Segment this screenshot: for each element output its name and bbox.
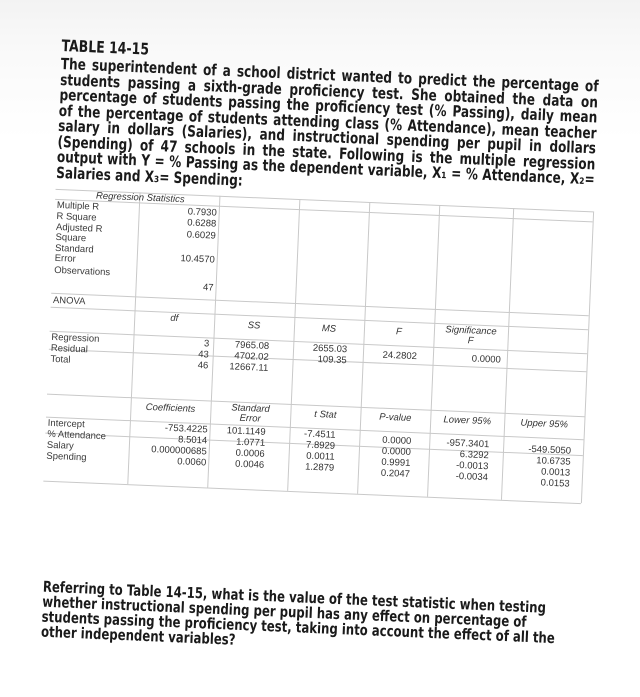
- intro-block: [56, 36, 602, 203]
- anova-header-significance-line1: Significance: [445, 324, 497, 338]
- se-value-attendance: 1.0771: [235, 436, 266, 449]
- se-value-intercept: 101.1149: [226, 425, 266, 438]
- stat-value-adjusted-r-square: 0.6029: [186, 229, 216, 242]
- table-title: TABLE 14-15: [61, 36, 150, 59]
- upper-95-attendance: 10.6735: [536, 455, 571, 468]
- stat-value-multiple-r: 0.7930: [187, 206, 217, 219]
- coef-header-standard-error-line2: Error: [239, 412, 261, 425]
- coef-row-label-salary: Salary: [46, 439, 74, 452]
- anova-row-label-regression: Regression: [51, 331, 100, 345]
- stat-label-adjusted-r-line1: Adjusted R: [55, 221, 103, 235]
- t-stat-intercept: -7.4511: [303, 428, 336, 441]
- stat-label-standard-error-line2: Error: [54, 252, 77, 265]
- t-stat-attendance: 7.8929: [305, 439, 336, 452]
- lower-95-intercept: -957.3401: [446, 437, 490, 451]
- t-stat-spending: 1.2879: [304, 461, 335, 474]
- se-value-spending: 0.0046: [234, 458, 265, 471]
- anova-df-total: 46: [197, 359, 209, 372]
- coef-row-label-attendance: % Attendance: [47, 428, 107, 443]
- stat-label-standard-error-line1: Standard: [54, 242, 94, 256]
- p-value-intercept: 0.0000: [382, 434, 412, 447]
- anova-ss-total: 12667.11: [229, 361, 269, 374]
- coef-header-standard-error-line1: Standard: [231, 402, 271, 416]
- coef-value-salary: 0.000000685: [151, 444, 207, 458]
- upper-95-spending: 0.0153: [540, 477, 570, 490]
- se-value-salary: 0.0006: [235, 447, 265, 460]
- question-block: [40, 577, 583, 663]
- upper-95-intercept: -549.5050: [528, 443, 572, 457]
- coef-value-spending: 0.0060: [176, 456, 207, 469]
- textbook-page: [40, 36, 602, 649]
- coef-header-lower-95: Lower 95%: [443, 414, 492, 428]
- p-value-spending: 0.2047: [380, 467, 411, 480]
- anova-row-label-residual: Residual: [50, 342, 89, 356]
- regression-output: [40, 189, 595, 586]
- t-stat-salary: 0.0011: [306, 450, 335, 463]
- anova-header-df: df: [170, 312, 179, 325]
- question-text: Referring to Table 14-15, what is the value of the test statistic when testing whether instructional spending per pupil has any effect on percentage of students passing the proficiency test, taking into account the effect of all the other independent variables?: [40, 577, 556, 649]
- anova-header-f: F: [395, 326, 403, 338]
- stat-value-standard-error: 10.4570: [180, 253, 215, 266]
- lower-95-spending: -0.0034: [455, 470, 489, 484]
- coef-header-upper-95: Upper 95%: [520, 417, 569, 431]
- anova-df-residual: 43: [197, 348, 210, 361]
- coef-row-label-spending: Spending: [46, 450, 87, 464]
- coef-value-intercept: -753.4225: [164, 422, 208, 436]
- anova-ms-residual: 109.35: [317, 353, 347, 367]
- intro-paragraph: The superintendent of a school district wanted to predict the percentage of students passing a sixth-grade proficiency test. She obtained the data on percentage of students passing the proficiency test (% Passing), daily mean of the percentage of students attending class (% Attendance), mean teacher salary in dollars (Salaries), and instructional spending per pupil in dollars (Spending) of 47 schools in the state. Following is the multiple regression output with Y = % Passing as the dependent variable, X₁ = % Attendance, X₂= Salaries and X₃= Spending:: [55, 54, 599, 190]
- anova-title: ANOVA: [52, 294, 86, 308]
- stat-value-r-square: 0.6288: [186, 217, 217, 230]
- coef-row-label-intercept: Intercept: [47, 417, 85, 431]
- lower-95-attendance: 6.3292: [459, 449, 490, 462]
- anova-df-regression: 3: [203, 338, 210, 350]
- anova-ss-residual: 4702.02: [234, 350, 269, 363]
- stat-value-observations: 47: [202, 282, 214, 294]
- anova-significance-f-regression: 0.0000: [471, 353, 502, 366]
- anova-f-regression: 24.2802: [382, 349, 418, 363]
- anova-row-label-total: Total: [50, 353, 71, 366]
- lower-95-salary: -0.0013: [455, 459, 489, 473]
- upper-95-salary: 0.0013: [540, 466, 571, 479]
- stat-label-observations: Observations: [53, 264, 111, 279]
- grid-line: [581, 211, 594, 503]
- anova-ss-regression: 7965.08: [234, 339, 270, 352]
- anova-ms-regression: 2655.03: [312, 342, 348, 356]
- coef-value-attendance: 8.5014: [177, 434, 208, 447]
- anova-header-ss: SS: [247, 320, 261, 332]
- stat-label-adjusted-r-line2: Square: [55, 231, 87, 245]
- stat-label-multiple-r: Multiple R: [56, 199, 100, 213]
- p-value-salary: 0.9991: [381, 456, 411, 469]
- coef-header-coefficients: Coefficients: [145, 401, 196, 415]
- coef-header-t-stat: t Stat: [314, 408, 337, 421]
- regression-statistics-header: Regression Statistics: [95, 190, 185, 206]
- anova-header-significance-line2: F: [467, 335, 474, 347]
- stat-label-r-square: R Square: [56, 210, 97, 224]
- coef-header-p-value: P-value: [378, 411, 412, 424]
- p-value-attendance: 0.0000: [381, 445, 412, 458]
- anova-header-ms: MS: [321, 323, 337, 335]
